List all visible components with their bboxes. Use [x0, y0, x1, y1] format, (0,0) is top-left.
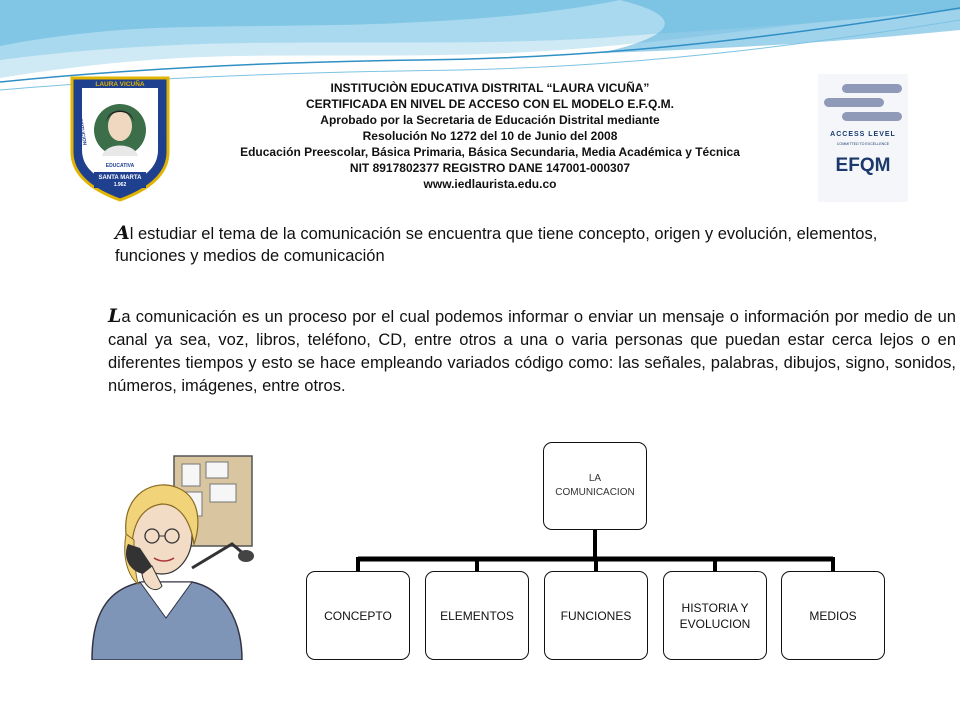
- header-line-website: www.iedlaurista.edu.co: [423, 177, 557, 191]
- crest-top-text: LAURA VICUÑA: [95, 81, 145, 88]
- header-line-approval: Aprobado por la Secretaria de Educación Distrital mediante: [320, 113, 660, 127]
- definition-paragraph: [108, 305, 956, 398]
- institution-header: [190, 80, 790, 192]
- school-crest-logo: [68, 74, 172, 202]
- intro-dropcap: A: [115, 222, 130, 244]
- org-chart-root-node: LA COMUNICACION: [543, 442, 647, 530]
- crest-left-text: INSTITUCION: [76, 113, 88, 146]
- definition-paragraph-text: a comunicación es un proceso por el cual podemos informar o enviar un mensaje o información por medio de un canal ya sea, voz, libros, teléfono, CD, entre otros a una o varia personas que puedan estar cerca lejos o en diferentes tiempos y esto se hace empleando variados código como: las señales, palabras, dibujos, signo, sonidos, números, imágenes, entre otros.: [108, 308, 956, 395]
- org-chart-node-medios: MEDIOS: [781, 571, 885, 660]
- crest-right-text: DISTRITAL: [158, 135, 169, 163]
- crest-year-text: 1.962: [113, 182, 127, 188]
- woman-on-phone-clipart: [82, 448, 262, 660]
- efqm-access-level-text: ACCESS LEVEL: [830, 131, 896, 138]
- efqm-tagline-text: COMMITTED TO EXCELLENCE: [836, 142, 890, 146]
- header-line-levels: Educación Preescolar, Básica Primaria, Básica Secundaria, Media Académica y Técnica: [240, 145, 740, 159]
- crest-bottom-text: EDUCATIVA: [105, 163, 135, 169]
- org-chart-node-elementos: ELEMENTOS: [425, 571, 529, 660]
- header-line-nit: NIT 8917802377 REGISTRO DANE 147001-000307: [349, 161, 631, 175]
- intro-paragraph-text: l estudiar el tema de la comunicación se encuentra que tiene concepto, origen y evolución, elementos, funciones y medios de comunicación: [115, 225, 878, 265]
- header-line-certification: CERTIFICADA EN NIVEL DE ACCESO CON EL MODELO E.F.Q.M.: [305, 97, 675, 111]
- crest-city-text: SANTA MARTA: [98, 175, 142, 181]
- definition-dropcap: L: [108, 305, 122, 327]
- org-chart-node-funciones: FUNCIONES: [544, 571, 648, 660]
- header-line-institution: INSTITUCIÒN EDUCATIVA DISTRITAL “LAURA VICUÑA”: [330, 81, 650, 95]
- header-line-resolution: Resolución No 1272 del 10 de Junio del 2008: [362, 129, 618, 143]
- org-chart-node-historia: HISTORIA Y EVOLUCION: [663, 571, 767, 660]
- org-chart-node-concepto: CONCEPTO: [306, 571, 410, 660]
- efqm-access-level-logo: [818, 74, 908, 202]
- intro-paragraph: [115, 222, 895, 267]
- efqm-brand-text: EFQM: [835, 155, 891, 176]
